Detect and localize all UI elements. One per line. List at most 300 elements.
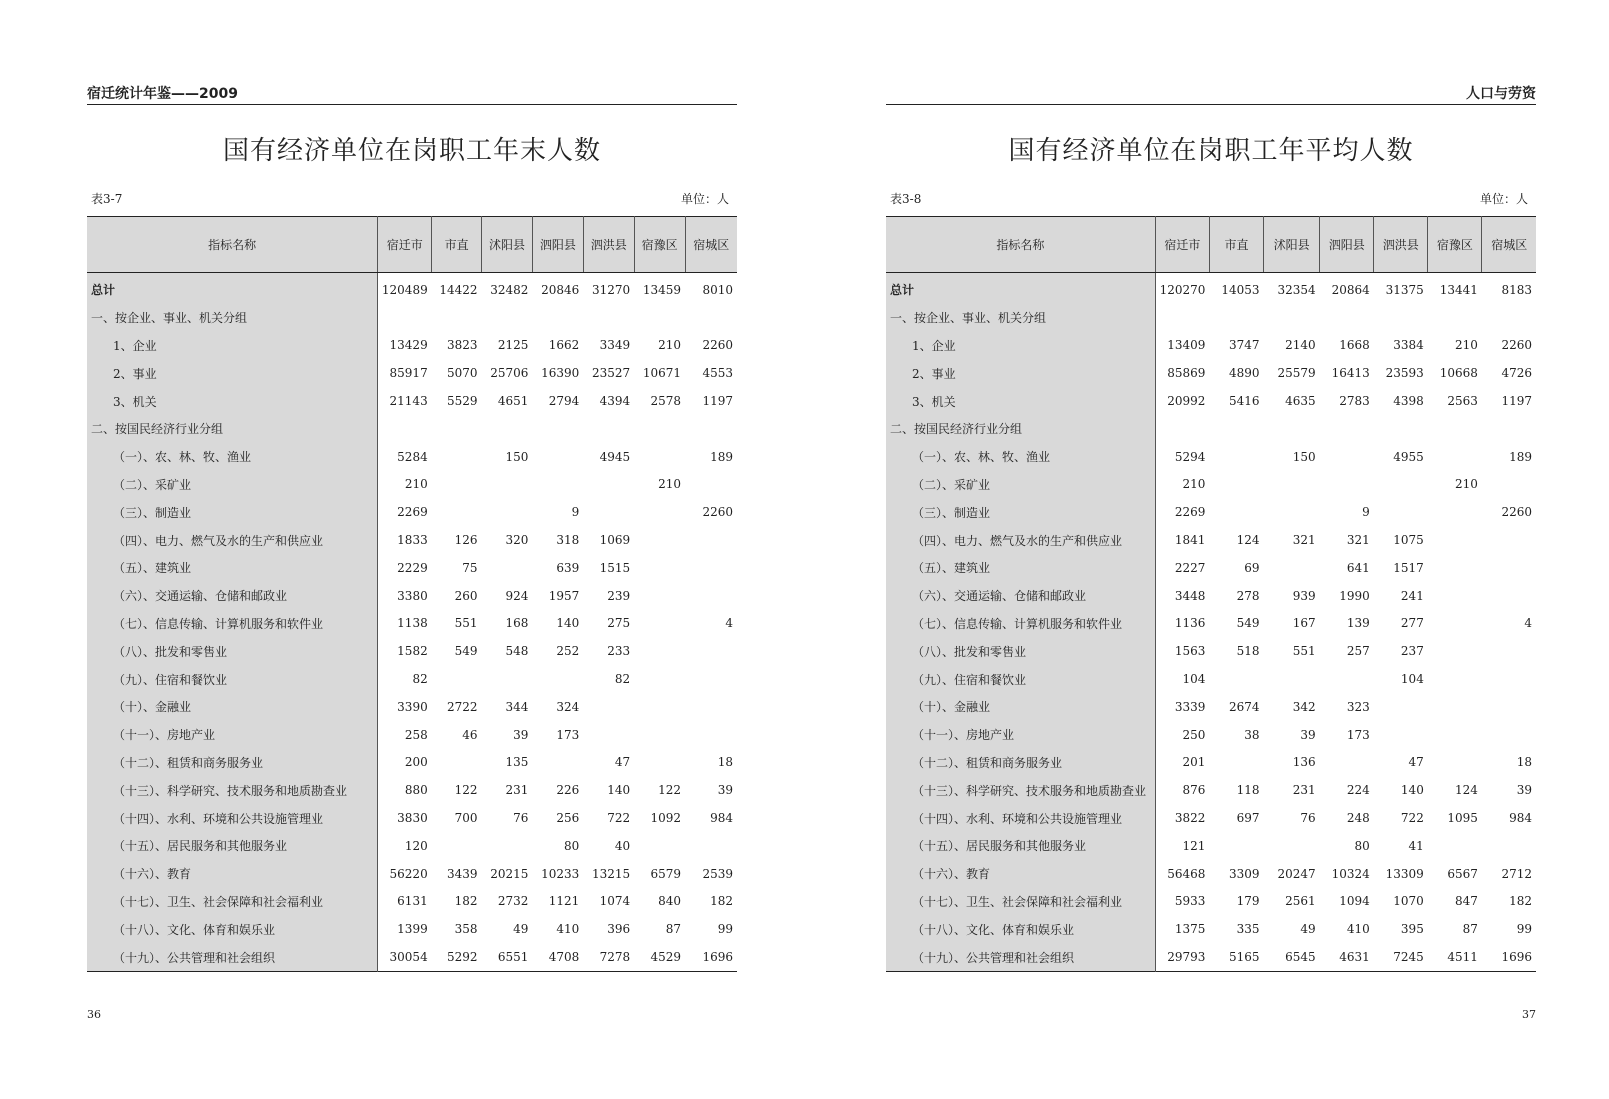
- cell-value: 2578: [650, 394, 682, 409]
- cell-value: 1075: [1393, 533, 1424, 548]
- cell-value: 124: [1236, 533, 1260, 548]
- cell-value: 20247: [1277, 866, 1316, 881]
- cell-value: 4394: [599, 394, 631, 409]
- row-label: （六）、交通运输、仓储和邮政业: [886, 582, 1155, 610]
- running-head: [886, 86, 1536, 105]
- cell-value: 16390: [541, 366, 580, 381]
- cell-value: [1428, 443, 1482, 471]
- cell-value: 39: [717, 783, 733, 798]
- cell-value: 335: [1236, 922, 1260, 937]
- cell-value: 847: [1455, 894, 1478, 909]
- cell-value: 23593: [1385, 366, 1424, 381]
- cell-value: 1092: [650, 811, 682, 826]
- cell-value: 1662: [548, 338, 580, 353]
- cell-value: [1209, 443, 1263, 471]
- cell-value: 2783: [1339, 394, 1370, 409]
- cell-value: [634, 610, 685, 638]
- cell-value: 2722: [447, 699, 478, 714]
- cell-value: 16413: [1331, 366, 1370, 381]
- cell-value: 1515: [599, 560, 631, 575]
- row-label: （九）、住宿和餐饮业: [87, 665, 378, 693]
- row-label: （十）、金融业: [87, 693, 378, 721]
- table-row: [886, 332, 1536, 360]
- cell-value: 150: [1292, 449, 1316, 464]
- row-label: （六）、交通运输、仓储和邮政业: [87, 582, 378, 610]
- cell-value: 4945: [599, 449, 631, 464]
- cell-value: 173: [1346, 727, 1370, 742]
- cell-value: 124: [1455, 783, 1478, 798]
- cell-value: 3339: [1174, 699, 1206, 714]
- cell-value: [634, 582, 685, 610]
- cell-value: 80: [564, 838, 580, 853]
- cell-value: 1582: [397, 644, 428, 659]
- row-label: （三）、制造业: [87, 498, 378, 526]
- cell-value: 323: [1346, 699, 1370, 714]
- cell-value: 5416: [1228, 394, 1260, 409]
- cell-value: 13409: [1167, 338, 1206, 353]
- table-row: [886, 665, 1536, 693]
- table-row: [886, 526, 1536, 554]
- cell-value: [1209, 471, 1263, 499]
- cell-value: 13429: [389, 338, 428, 353]
- cell-value: 3380: [397, 588, 428, 603]
- cell-value: [1482, 471, 1536, 499]
- cell-value: [583, 415, 634, 443]
- cell-value: [634, 415, 685, 443]
- cell-value: [1374, 471, 1428, 499]
- table-title: 国有经济单位在岗职工年末人数: [222, 136, 601, 166]
- cell-value: 320: [505, 533, 529, 548]
- cell-value: 876: [1182, 783, 1206, 798]
- cell-value: 4553: [702, 366, 733, 381]
- row-label: （一）、农、林、牧、渔业: [87, 443, 378, 471]
- cell-value: 2260: [1501, 505, 1532, 520]
- cell-value: 1957: [548, 588, 580, 603]
- cell-value: 395: [1400, 922, 1424, 937]
- cell-value: [482, 554, 533, 582]
- cell-value: 840: [658, 894, 682, 909]
- row-label: （十二）、租赁和商务服务业: [87, 749, 378, 777]
- cell-value: 39: [1516, 783, 1532, 798]
- cell-value: 6567: [1447, 866, 1478, 881]
- cell-value: [1428, 749, 1482, 777]
- cell-value: 1095: [1447, 811, 1478, 826]
- cell-value: [685, 582, 737, 610]
- cell-value: [1264, 554, 1320, 582]
- cell-value: [1155, 304, 1209, 332]
- table-row: [886, 415, 1536, 443]
- cell-value: [1428, 693, 1482, 721]
- cell-value: 18: [717, 755, 733, 770]
- cell-value: 2674: [1228, 699, 1260, 714]
- cell-value: [634, 554, 685, 582]
- table-row: [87, 415, 737, 443]
- cell-value: 226: [556, 783, 580, 798]
- cell-value: 1399: [397, 922, 428, 937]
- cell-value: 1069: [599, 533, 631, 548]
- cell-value: 14053: [1221, 282, 1260, 297]
- cell-value: [685, 471, 737, 499]
- cell-value: [1428, 582, 1482, 610]
- cell-value: 700: [454, 811, 478, 826]
- cell-value: [378, 304, 432, 332]
- cell-value: 140: [607, 783, 631, 798]
- cell-value: 2561: [1285, 894, 1316, 909]
- cell-value: [482, 498, 533, 526]
- cell-value: [1482, 582, 1536, 610]
- row-label: 1、企业: [886, 332, 1155, 360]
- column-header-indicator: 指标名称: [886, 217, 1155, 273]
- column-header: 宿豫区: [634, 217, 685, 273]
- cell-value: 4511: [1447, 950, 1478, 965]
- row-label: 1、企业: [87, 332, 378, 360]
- column-header: 泗洪县: [1374, 217, 1428, 273]
- cell-value: [1482, 554, 1536, 582]
- cell-value: [532, 304, 583, 332]
- table-row: [886, 832, 1536, 860]
- cell-value: 39: [513, 727, 529, 742]
- table-meta: [886, 190, 1536, 206]
- cell-value: 321: [1346, 533, 1370, 548]
- cell-value: 32354: [1277, 282, 1316, 297]
- cell-value: [685, 526, 737, 554]
- cell-value: 39: [1300, 727, 1316, 742]
- cell-value: 6551: [497, 950, 529, 965]
- cell-value: [1482, 526, 1536, 554]
- table-row: [87, 273, 737, 304]
- table-code: 表3-8: [890, 192, 922, 206]
- cell-value: 722: [1400, 811, 1424, 826]
- row-label: （十一）、房地产业: [87, 721, 378, 749]
- cell-value: 87: [665, 922, 682, 937]
- table-row: [87, 554, 737, 582]
- cell-value: 1197: [1501, 394, 1532, 409]
- row-label: （八）、批发和零售业: [886, 637, 1155, 665]
- cell-value: [1428, 498, 1482, 526]
- cell-value: 49: [1300, 922, 1316, 937]
- cell-value: 260: [454, 588, 478, 603]
- table-row: [87, 637, 737, 665]
- cell-value: [1374, 415, 1428, 443]
- cell-value: 4955: [1393, 449, 1424, 464]
- cell-value: [1264, 498, 1320, 526]
- cell-value: [634, 526, 685, 554]
- cell-value: 410: [1346, 922, 1370, 937]
- cell-value: 135: [505, 755, 529, 770]
- cell-value: 85869: [1167, 366, 1206, 381]
- cell-value: 21143: [389, 394, 428, 409]
- table-row: [886, 498, 1536, 526]
- table-row: [87, 332, 737, 360]
- cell-value: [1482, 415, 1536, 443]
- cell-value: [432, 498, 482, 526]
- cell-value: 140: [556, 616, 580, 631]
- unit-label: 单位：人: [1479, 192, 1528, 206]
- cell-value: 29793: [1167, 950, 1206, 965]
- cell-value: [432, 304, 482, 332]
- table-row: [87, 943, 737, 971]
- column-header: 宿城区: [685, 217, 737, 273]
- cell-value: 4631: [1339, 950, 1370, 965]
- column-header: 市直: [432, 217, 482, 273]
- cell-value: 3309: [1228, 866, 1260, 881]
- cell-value: [1428, 665, 1482, 693]
- cell-value: [1320, 415, 1374, 443]
- cell-value: [1428, 721, 1482, 749]
- table-row: [886, 610, 1536, 638]
- cell-value: 697: [1236, 811, 1260, 826]
- right-page: [886, 0, 1536, 1099]
- cell-value: 248: [1346, 811, 1370, 826]
- column-header: 宿城区: [1482, 217, 1536, 273]
- row-label: （十三）、科学研究、技术服务和地质勘查业: [87, 776, 378, 804]
- table-row: [87, 860, 737, 888]
- row-label: （四）、电力、燃气及水的生产和供应业: [886, 526, 1155, 554]
- cell-value: [1209, 415, 1263, 443]
- cell-value: 924: [505, 588, 529, 603]
- row-label: （十四）、水利、环境和公共设施管理业: [886, 804, 1155, 832]
- cell-value: 25706: [490, 366, 529, 381]
- cell-value: 3448: [1174, 588, 1206, 603]
- cell-value: 5933: [1174, 894, 1206, 909]
- table-row: [886, 804, 1536, 832]
- column-header-indicator: 指标名称: [87, 217, 378, 273]
- cell-value: 277: [1400, 616, 1424, 631]
- cell-value: [482, 415, 533, 443]
- cell-value: [1209, 665, 1263, 693]
- cell-value: [1264, 304, 1320, 332]
- table-row: [87, 498, 737, 526]
- table-row: [886, 637, 1536, 665]
- cell-value: 984: [710, 811, 733, 826]
- cell-value: 99: [1516, 922, 1532, 937]
- column-header: 市直: [1209, 217, 1263, 273]
- cell-value: [685, 665, 737, 693]
- cell-value: 4651: [497, 394, 529, 409]
- cell-value: 4: [1524, 616, 1532, 631]
- cell-value: 1696: [1501, 950, 1532, 965]
- cell-value: [685, 554, 737, 582]
- cell-value: [1482, 721, 1536, 749]
- running-head: [87, 86, 737, 105]
- cell-value: 321: [1292, 533, 1316, 548]
- cell-value: [432, 665, 482, 693]
- cell-value: [634, 443, 685, 471]
- cell-value: 548: [505, 644, 529, 659]
- cell-value: 104: [1182, 672, 1206, 687]
- row-label: （九）、住宿和餐饮业: [886, 665, 1155, 693]
- row-label: （十一）、房地产业: [886, 721, 1155, 749]
- header-row: [886, 217, 1536, 273]
- row-label: （十九）、公共管理和社会组织: [87, 943, 378, 971]
- table-body: [886, 273, 1536, 972]
- column-header: 沭阳县: [482, 217, 533, 273]
- cell-value: 150: [505, 449, 529, 464]
- cell-value: 4529: [650, 950, 682, 965]
- cell-value: [532, 665, 583, 693]
- left-page: [87, 0, 737, 1099]
- row-label: （十七）、卫生、社会保障和社会福利业: [87, 888, 378, 916]
- cell-value: 1517: [1393, 560, 1424, 575]
- row-label: （十三）、科学研究、技术服务和地质勘查业: [886, 776, 1155, 804]
- column-header: 泗阳县: [1320, 217, 1374, 273]
- cell-value: 257: [1346, 644, 1370, 659]
- cell-value: 324: [556, 699, 580, 714]
- row-label: 总计: [886, 273, 1155, 304]
- cell-value: [583, 304, 634, 332]
- unit-label: 单位：人: [680, 192, 729, 206]
- running-head-text: 宿迁统计年鉴——2009: [87, 86, 238, 102]
- cell-value: 76: [513, 811, 529, 826]
- cell-value: 40: [614, 838, 631, 853]
- cell-value: [1209, 304, 1263, 332]
- cell-value: 82: [412, 672, 428, 687]
- cell-value: 318: [556, 533, 580, 548]
- table-row: [886, 693, 1536, 721]
- cell-value: [482, 471, 533, 499]
- table-row: [87, 749, 737, 777]
- cell-value: 3439: [447, 866, 478, 881]
- cell-value: [378, 415, 432, 443]
- cell-value: 2125: [497, 338, 529, 353]
- row-label: 一、按企业、事业、机关分组: [87, 304, 378, 332]
- cell-value: [432, 443, 482, 471]
- row-label: （十四）、水利、环境和公共设施管理业: [87, 804, 378, 832]
- cell-value: 14422: [439, 282, 478, 297]
- cell-value: 30054: [389, 950, 428, 965]
- cell-value: 210: [658, 338, 682, 353]
- cell-value: [1428, 554, 1482, 582]
- cell-value: [634, 832, 685, 860]
- table-row: [87, 471, 737, 499]
- cell-value: [634, 665, 685, 693]
- row-label: （三）、制造业: [886, 498, 1155, 526]
- cell-value: [634, 498, 685, 526]
- cell-value: 231: [505, 783, 529, 798]
- row-label: （八）、批发和零售业: [87, 637, 378, 665]
- cell-value: 136: [1292, 755, 1316, 770]
- table-row: [87, 693, 737, 721]
- table-row: [87, 582, 737, 610]
- cell-value: 201: [1182, 755, 1206, 770]
- cell-value: [1264, 665, 1320, 693]
- row-label: 2、事业: [87, 359, 378, 387]
- table-row: [87, 776, 737, 804]
- table-row: [87, 888, 737, 916]
- table-row: [87, 610, 737, 638]
- cell-value: [685, 415, 737, 443]
- cell-value: [1264, 471, 1320, 499]
- cell-value: 120489: [381, 282, 428, 297]
- cell-value: [583, 693, 634, 721]
- cell-value: 4890: [1228, 366, 1260, 381]
- cell-value: [432, 832, 482, 860]
- row-label: （一）、农、林、牧、渔业: [886, 443, 1155, 471]
- cell-value: 233: [607, 644, 631, 659]
- cell-value: 122: [658, 783, 682, 798]
- row-label: （七）、信息传输、计算机服务和软件业: [886, 610, 1155, 638]
- row-label: （十九）、公共管理和社会组织: [886, 943, 1155, 971]
- table-row: [886, 776, 1536, 804]
- table-row: [886, 888, 1536, 916]
- cell-value: 4635: [1285, 394, 1316, 409]
- cell-value: 10324: [1331, 866, 1370, 881]
- cell-value: [634, 637, 685, 665]
- cell-value: 241: [1400, 588, 1424, 603]
- row-label: （十六）、教育: [886, 860, 1155, 888]
- cell-value: 2269: [397, 505, 428, 520]
- cell-value: [1320, 471, 1374, 499]
- cell-value: [532, 749, 583, 777]
- cell-value: 167: [1292, 616, 1316, 631]
- cell-value: 85917: [389, 366, 428, 381]
- cell-value: [1428, 415, 1482, 443]
- cell-value: 1668: [1339, 338, 1370, 353]
- cell-value: [1482, 637, 1536, 665]
- cell-value: [1155, 415, 1209, 443]
- cell-value: 31375: [1385, 282, 1424, 297]
- table-row: [886, 860, 1536, 888]
- cell-value: 20864: [1331, 282, 1370, 297]
- cell-value: 10233: [541, 866, 580, 881]
- row-label: （十八）、文化、体育和娱乐业: [87, 915, 378, 943]
- cell-value: [1428, 637, 1482, 665]
- cell-value: 1375: [1174, 922, 1206, 937]
- cell-value: 210: [1455, 338, 1478, 353]
- cell-value: 9: [571, 505, 580, 520]
- cell-value: 1197: [702, 394, 733, 409]
- table-code: 表3-7: [91, 192, 123, 206]
- cell-value: [482, 665, 533, 693]
- cell-value: 5284: [397, 449, 428, 464]
- row-label: （十）、金融业: [886, 693, 1155, 721]
- cell-value: 122: [454, 783, 478, 798]
- table-row: [886, 749, 1536, 777]
- row-label: （七）、信息传输、计算机服务和软件业: [87, 610, 378, 638]
- cell-value: 224: [1346, 783, 1370, 798]
- cell-value: 518: [1236, 644, 1260, 659]
- cell-value: [634, 693, 685, 721]
- cell-value: [432, 471, 482, 499]
- cell-value: 880: [404, 783, 428, 798]
- column-header: 泗洪县: [583, 217, 634, 273]
- cell-value: 5292: [447, 950, 478, 965]
- cell-value: 13441: [1439, 282, 1478, 297]
- cell-value: 25579: [1277, 366, 1316, 381]
- cell-value: 8183: [1501, 282, 1532, 297]
- column-header: 宿迁市: [378, 217, 432, 273]
- cell-value: [1320, 304, 1374, 332]
- cell-value: 1833: [397, 533, 428, 548]
- cell-value: 2140: [1285, 338, 1316, 353]
- cell-value: 1136: [1174, 616, 1206, 631]
- cell-value: [1374, 304, 1428, 332]
- cell-value: 118: [1236, 783, 1260, 798]
- cell-value: [1320, 443, 1374, 471]
- row-label: （四）、电力、燃气及水的生产和供应业: [87, 526, 378, 554]
- row-label: 3、机关: [87, 387, 378, 415]
- cell-value: 641: [1346, 560, 1370, 575]
- cell-value: 182: [1509, 894, 1532, 909]
- cell-value: [1374, 721, 1428, 749]
- cell-value: 182: [454, 894, 478, 909]
- cell-value: [1320, 749, 1374, 777]
- cell-value: 278: [1236, 588, 1260, 603]
- cell-value: 99: [717, 922, 733, 937]
- cell-value: [532, 471, 583, 499]
- row-label: （十七）、卫生、社会保障和社会福利业: [886, 888, 1155, 916]
- table-row: [886, 304, 1536, 332]
